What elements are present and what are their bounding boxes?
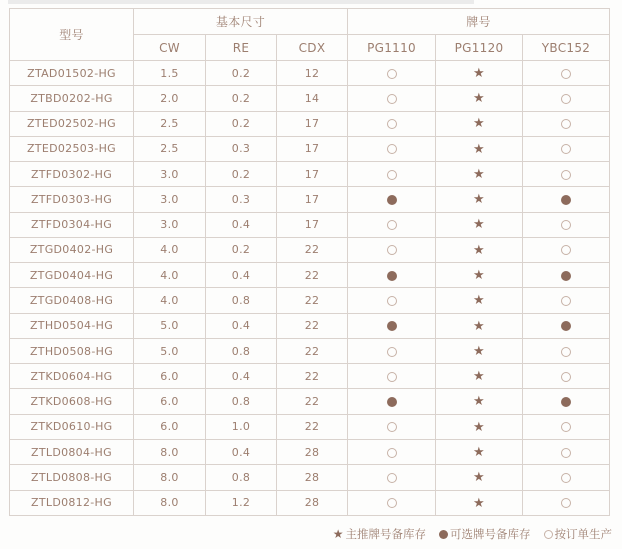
cw-cell: 1.5 [134, 61, 206, 86]
cw-cell: 4.0 [134, 288, 206, 313]
table-row [10, 212, 610, 237]
filled-circle-mark-icon [561, 321, 571, 331]
model-cell: ZTFD0302-HG [10, 162, 134, 187]
re-cell: 0.3 [206, 136, 277, 161]
re-cell: 0.8 [206, 288, 277, 313]
open-circle-mark-icon [561, 422, 571, 432]
availability-cell [436, 313, 523, 338]
availability-cell [523, 86, 610, 111]
header-pg1120: PG1120 [436, 35, 523, 61]
availability-cell [436, 162, 523, 187]
model-cell: ZTLD0804-HG [10, 439, 134, 464]
availability-cell [523, 263, 610, 288]
availability-cell [436, 136, 523, 161]
filled-circle-mark-icon [439, 530, 448, 539]
availability-cell [436, 263, 523, 288]
model-cell: ZTLD0812-HG [10, 490, 134, 515]
availability-cell [348, 338, 436, 363]
cw-cell: 4.0 [134, 263, 206, 288]
availability-cell [348, 288, 436, 313]
availability-cell [523, 414, 610, 439]
header-row-groups [10, 9, 610, 35]
open-circle-mark-icon [387, 245, 397, 255]
star-mark-icon: ★ [473, 217, 485, 233]
availability-cell [436, 439, 523, 464]
legend-label: 可选牌号备库存 [450, 527, 531, 541]
model-cell: ZTED02502-HG [10, 111, 134, 136]
cdx-cell: 28 [277, 490, 348, 515]
cw-cell: 5.0 [134, 338, 206, 363]
table-body [10, 61, 610, 516]
cdx-cell: 17 [277, 162, 348, 187]
availability-cell [523, 313, 610, 338]
star-mark-icon: ★ [473, 192, 485, 208]
cw-cell: 3.0 [134, 212, 206, 237]
star-mark-icon: ★ [473, 116, 485, 132]
cdx-cell: 17 [277, 111, 348, 136]
cdx-cell: 17 [277, 136, 348, 161]
availability-cell [436, 364, 523, 389]
header-re: RE [206, 35, 277, 61]
top-edge-artifact [8, 0, 474, 4]
availability-cell [348, 414, 436, 439]
cw-cell: 5.0 [134, 313, 206, 338]
re-cell: 0.4 [206, 263, 277, 288]
availability-cell [348, 187, 436, 212]
open-circle-mark-icon [561, 347, 571, 357]
open-circle-mark-icon [387, 69, 397, 79]
availability-cell [436, 338, 523, 363]
legend-label: 主推牌号备库存 [345, 527, 426, 541]
table-row [10, 111, 610, 136]
table-row [10, 389, 610, 414]
availability-cell [436, 389, 523, 414]
open-circle-mark-icon [561, 372, 571, 382]
availability-cell [436, 86, 523, 111]
star-mark-icon: ★ [473, 495, 485, 511]
table-row [10, 263, 610, 288]
availability-cell [436, 288, 523, 313]
star-mark-icon: ★ [473, 166, 485, 182]
availability-cell [523, 364, 610, 389]
filled-circle-mark-icon [561, 195, 571, 205]
table-row [10, 237, 610, 262]
availability-cell [436, 212, 523, 237]
availability-cell [348, 86, 436, 111]
star-mark-icon: ★ [473, 419, 485, 435]
cdx-cell: 17 [277, 187, 348, 212]
re-cell: 0.4 [206, 212, 277, 237]
table-row [10, 364, 610, 389]
cdx-cell: 22 [277, 389, 348, 414]
availability-cell [523, 187, 610, 212]
header-model: 型号 [10, 9, 134, 61]
table-row [10, 414, 610, 439]
availability-cell [348, 212, 436, 237]
availability-cell [523, 136, 610, 161]
open-circle-mark-icon [561, 170, 571, 180]
availability-cell [523, 288, 610, 313]
availability-cell [348, 111, 436, 136]
table-row [10, 288, 610, 313]
availability-cell [523, 111, 610, 136]
re-cell: 0.2 [206, 86, 277, 111]
cdx-cell: 17 [277, 212, 348, 237]
cw-cell: 2.5 [134, 136, 206, 161]
availability-cell [523, 61, 610, 86]
re-cell: 1.2 [206, 490, 277, 515]
re-cell: 0.4 [206, 439, 277, 464]
table-header [10, 9, 610, 61]
cw-cell: 4.0 [134, 237, 206, 262]
open-circle-mark-icon [561, 473, 571, 483]
model-cell: ZTGD0402-HG [10, 237, 134, 262]
legend-label: 按订单生产 [554, 527, 612, 541]
re-cell: 0.4 [206, 364, 277, 389]
filled-circle-mark-icon [561, 397, 571, 407]
filled-circle-mark-icon [561, 271, 571, 281]
star-mark-icon: ★ [473, 343, 485, 359]
availability-cell [523, 212, 610, 237]
model-cell: ZTED02503-HG [10, 136, 134, 161]
header-basic-size: 基本尺寸 [134, 9, 348, 35]
availability-cell [436, 187, 523, 212]
availability-cell [523, 338, 610, 363]
cdx-cell: 14 [277, 86, 348, 111]
table-row [10, 61, 610, 86]
filled-circle-mark-icon [387, 397, 397, 407]
availability-cell [436, 465, 523, 490]
availability-cell [348, 263, 436, 288]
open-circle-mark-icon [561, 119, 571, 129]
re-cell: 0.8 [206, 338, 277, 363]
cdx-cell: 12 [277, 61, 348, 86]
model-cell: ZTHD0508-HG [10, 338, 134, 363]
legend [333, 526, 612, 542]
cw-cell: 8.0 [134, 465, 206, 490]
table-row [10, 465, 610, 490]
availability-cell [348, 162, 436, 187]
cdx-cell: 22 [277, 364, 348, 389]
model-cell: ZTKD0608-HG [10, 389, 134, 414]
cw-cell: 6.0 [134, 389, 206, 414]
open-circle-mark-icon [387, 422, 397, 432]
re-cell: 0.2 [206, 111, 277, 136]
cw-cell: 6.0 [134, 414, 206, 439]
availability-cell [436, 414, 523, 439]
cdx-cell: 28 [277, 439, 348, 464]
star-mark-icon: ★ [473, 91, 485, 107]
model-cell: ZTFD0303-HG [10, 187, 134, 212]
model-cell: ZTGD0404-HG [10, 263, 134, 288]
open-circle-mark-icon [561, 296, 571, 306]
open-circle-mark-icon [561, 498, 571, 508]
star-mark-icon: ★ [473, 65, 485, 81]
re-cell: 0.8 [206, 389, 277, 414]
availability-cell [348, 364, 436, 389]
re-cell: 0.2 [206, 162, 277, 187]
open-circle-mark-icon [387, 372, 397, 382]
open-circle-mark-icon [387, 498, 397, 508]
header-ybc152: YBC152 [523, 35, 610, 61]
table-row [10, 187, 610, 212]
table-row [10, 313, 610, 338]
star-mark-icon: ★ [473, 268, 485, 283]
cdx-cell: 22 [277, 288, 348, 313]
model-cell: ZTKD0604-HG [10, 364, 134, 389]
filled-circle-mark-icon [387, 271, 397, 281]
open-circle-mark-icon [387, 119, 397, 129]
open-circle-mark-icon [561, 448, 571, 458]
table-row [10, 490, 610, 515]
re-cell: 0.4 [206, 313, 277, 338]
open-circle-mark-icon [561, 69, 571, 79]
re-cell: 1.0 [206, 414, 277, 439]
availability-cell [348, 389, 436, 414]
open-circle-mark-icon [387, 170, 397, 180]
star-mark-icon: ★ [473, 470, 485, 486]
filled-circle-mark-icon [387, 195, 397, 205]
cdx-cell: 22 [277, 338, 348, 363]
availability-cell [523, 389, 610, 414]
table-row [10, 439, 610, 464]
open-circle-mark-icon [387, 94, 397, 104]
re-cell: 0.2 [206, 237, 277, 262]
star-mark-icon: ★ [473, 318, 485, 334]
star-mark-icon: ★ [473, 444, 485, 460]
re-cell: 0.3 [206, 187, 277, 212]
open-circle-mark-icon [544, 530, 553, 539]
legend-item-open [544, 526, 613, 542]
star-mark-icon: ★ [473, 242, 485, 258]
availability-cell [348, 439, 436, 464]
open-circle-mark-icon [561, 144, 571, 154]
star-mark-icon: ★ [473, 394, 485, 410]
availability-cell [348, 313, 436, 338]
availability-cell [523, 465, 610, 490]
table-row [10, 162, 610, 187]
star-mark-icon: ★ [473, 141, 485, 157]
model-cell: ZTKD0610-HG [10, 414, 134, 439]
legend-item-filled [439, 526, 531, 542]
model-cell: ZTFD0304-HG [10, 212, 134, 237]
availability-cell [523, 490, 610, 515]
availability-cell [348, 465, 436, 490]
availability-cell [436, 490, 523, 515]
model-cell: ZTBD0202-HG [10, 86, 134, 111]
filled-circle-mark-icon [387, 321, 397, 331]
table-row [10, 86, 610, 111]
header-brand: 牌号 [348, 9, 610, 35]
open-circle-mark-icon [387, 296, 397, 306]
model-cell: ZTLD0808-HG [10, 465, 134, 490]
cw-cell: 6.0 [134, 364, 206, 389]
open-circle-mark-icon [561, 220, 571, 230]
cdx-cell: 22 [277, 313, 348, 338]
header-pg1110: PG1110 [348, 35, 436, 61]
table-row [10, 136, 610, 161]
model-cell: ZTAD01502-HG [10, 61, 134, 86]
availability-cell [523, 439, 610, 464]
open-circle-mark-icon [387, 347, 397, 357]
availability-cell [436, 61, 523, 86]
legend-item-star [333, 526, 426, 542]
cw-cell: 8.0 [134, 439, 206, 464]
model-cell: ZTGD0408-HG [10, 288, 134, 313]
cw-cell: 3.0 [134, 162, 206, 187]
open-circle-mark-icon [387, 220, 397, 230]
spec-table [9, 8, 610, 516]
availability-cell [523, 162, 610, 187]
availability-cell [348, 237, 436, 262]
re-cell: 0.2 [206, 61, 277, 86]
star-mark-icon: ★ [332, 527, 344, 541]
header-cw: CW [134, 35, 206, 61]
availability-cell [523, 237, 610, 262]
open-circle-mark-icon [387, 144, 397, 154]
cw-cell: 2.0 [134, 86, 206, 111]
availability-cell [436, 111, 523, 136]
cdx-cell: 22 [277, 414, 348, 439]
open-circle-mark-icon [387, 473, 397, 483]
open-circle-mark-icon [561, 94, 571, 104]
open-circle-mark-icon [561, 245, 571, 255]
cdx-cell: 22 [277, 237, 348, 262]
availability-cell [348, 61, 436, 86]
star-mark-icon: ★ [473, 293, 485, 309]
header-cdx: CDX [277, 35, 348, 61]
cw-cell: 8.0 [134, 490, 206, 515]
cw-cell: 3.0 [134, 187, 206, 212]
table-row [10, 338, 610, 363]
open-circle-mark-icon [387, 448, 397, 458]
availability-cell [436, 237, 523, 262]
re-cell: 0.8 [206, 465, 277, 490]
cdx-cell: 22 [277, 263, 348, 288]
star-mark-icon: ★ [473, 369, 485, 385]
cw-cell: 2.5 [134, 111, 206, 136]
availability-cell [348, 136, 436, 161]
availability-cell [348, 490, 436, 515]
model-cell: ZTHD0504-HG [10, 313, 134, 338]
cdx-cell: 28 [277, 465, 348, 490]
